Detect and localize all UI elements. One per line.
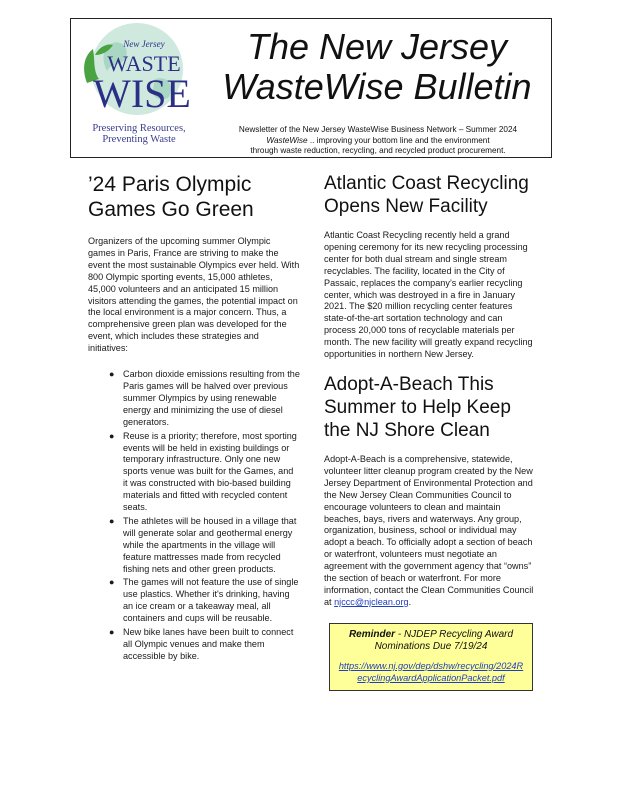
tagline-emphasis: WasteWise xyxy=(266,135,308,145)
bullet-icon: ● xyxy=(109,577,115,588)
title-line1: The New Jersey xyxy=(246,26,508,67)
reminder-label: Reminder xyxy=(348,628,396,640)
award-application-link[interactable]: https://www.nj.gov/dep/dshw/recycling/2024RecyclingAwardApplicationPacket.pdf xyxy=(338,660,524,683)
olympics-heading: ’24 Paris Olympic Games Go Green xyxy=(88,173,254,221)
logo-tagline xyxy=(79,123,199,145)
bullet-text: The games will not feature the use of single use plastics. Whether it's drinking, having an ice cream or a takeaway meal, all containers and cups will be reusable. xyxy=(123,577,299,624)
adopt-a-beach-heading: Adopt-A-Beach This Summer to Help Keep the NJ Shore Clean xyxy=(324,373,511,441)
list-item xyxy=(109,430,300,514)
bullet-text: Reuse is a priority; therefore, most sporting events will be held in existing buildings or temporary infrastructure. Only one new sports venue was built for the Games, and it was constructed with bio-based building materials and fitted with recycled content seats. xyxy=(123,430,297,513)
bulletin-title xyxy=(205,27,549,107)
bullet-icon: ● xyxy=(109,369,115,380)
logo-word-wise: WISE xyxy=(93,71,191,116)
logo-tagline-line1: Preserving Resources, xyxy=(92,123,186,134)
bullet-text: Carbon dioxide emissions resulting from the Paris games will be halved over previous summer Olympics by using renewable energy and minimizing the use of diesel generators. xyxy=(123,369,300,427)
list-item xyxy=(109,369,300,429)
newsletter-line: Newsletter of the New Jersey WasteWise Business Network – Summer 2024 xyxy=(238,125,518,134)
tagline-line3: through waste reduction, recycling, and recycled product procurement. xyxy=(250,146,506,155)
title-line2: WasteWise Bulletin xyxy=(222,66,532,107)
reminder-text: - NJDEP Recycling Award Nominations Due 7/19/24 xyxy=(374,628,514,653)
newsletter-description xyxy=(203,125,553,157)
wastewise-logo xyxy=(71,19,199,157)
masthead-box xyxy=(70,18,552,158)
tagline-rest: .. improving your bottom line and the environment xyxy=(307,135,490,145)
contact-email-link[interactable]: njccc@njclean.org xyxy=(334,596,409,607)
tagline-line xyxy=(203,136,553,147)
bullet-icon: ● xyxy=(109,430,115,441)
list-item xyxy=(109,577,300,625)
olympics-intro: Organizers of the upcoming summer Olympic games in Paris, France are striving to make the event the most sustainable Olympics ever held. With 800 Olympic sporting events, 15,000 athletes, 45,000 volunteers and an anticipated 15 million visitors attending the games, the potential impact on the local environment is a major concern. Thus, a comprehensive green plan was developed for the event, which includes these strategies and initiatives: xyxy=(88,236,300,354)
recycling-facility-body: Atlantic Coast Recycling recently held a grand opening ceremony for its new recycling processing center for both dual stream and single stream recyclables. The facility, located in the City of Passaic, replaces the company’s earlier recycling center, which was destroyed in a fire in January 2021. The $20 million recycling center features state-of-the-art sortation technology and can process 20,000 tons of recyclable materials per month. The new facility will greatly expand recycling opportunities in northern New Jersey. xyxy=(324,230,533,360)
list-item xyxy=(109,627,300,663)
bullet-icon: ● xyxy=(109,627,115,638)
logo-word-waste: WASTE xyxy=(107,51,181,76)
olympics-initiatives-list xyxy=(88,369,300,663)
reminder-title xyxy=(338,629,524,654)
bullet-icon: ● xyxy=(109,515,115,526)
bullet-text: New bike lanes have been built to connect all Olympic venues and make them accessible by bike. xyxy=(123,627,294,661)
adopt-a-beach-text: Adopt-A-Beach is a comprehensive, statewide, volunteer litter cleanup program created by the New Jersey Department of Environmental Protection and the New Jersey Clean Communities Council to encourage volunteers to clean and maintain beaches, bays, rivers and waterways. Any group, organization, business, school or individual may adopt a beach. To officially adopt a section of beach or waterfront, volunteers must negotiate an agreement with the government agency that “owns” the section of beach or waterfront. For more information, contact the Clean Communities Council at xyxy=(324,453,534,607)
adopt-a-beach-body xyxy=(324,454,536,609)
logo-small-text: New Jersey xyxy=(123,39,165,49)
right-column xyxy=(324,172,536,691)
list-item xyxy=(109,515,300,576)
logo-tagline-line2: Preventing Waste xyxy=(102,134,176,145)
left-column xyxy=(88,172,300,665)
adopt-a-beach-end: . xyxy=(408,596,412,607)
bullet-text: The athletes will be housed in a village that will generate solar and geothermal energy while the apartments in the village will feature mattresses made from recycled fishing nets and other green products. xyxy=(123,515,297,574)
reminder-box xyxy=(329,623,533,691)
recycling-facility-heading: Atlantic Coast Recycling Opens New Facility xyxy=(324,173,529,217)
